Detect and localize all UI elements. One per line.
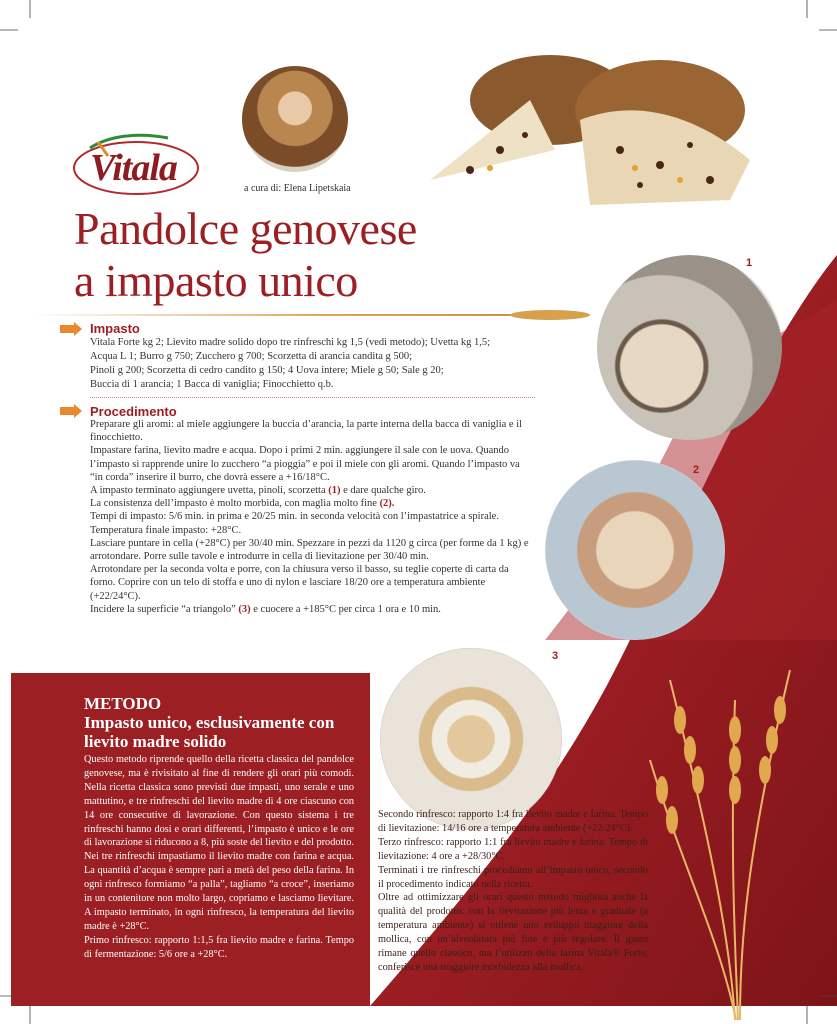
metodo-paragraph: Terminati i tre rinfreschi procediamo all’impasto unico, secondo il procedimento indicato nella ricetta. — [378, 864, 648, 890]
proc-paragraph: La consistenza dell’impasto è molto morbida, con maglia molto fine (2). — [90, 498, 395, 510]
logo-text: Vitala — [90, 147, 177, 189]
ref-1: (1) — [328, 485, 341, 497]
metodo-paragraph: Questo metodo riprende quello della ricetta classica del pandolce genovese, ma è rivisitato al fine di rendere gli orari più comodi. Nella ricetta classica sono previsti due impasti, uno serale e uno mattutino, e tre rinfreschi del lievito madre di 4 ore ciascuno con 14 ore consecutive di lavorazione. Con questo sistema i tre rinfreschi hanno dosi e orari differenti, l’impasto è unico e le ore di lavorazione si riducono a 8, più soste del lievito e del prodotto. — [84, 754, 354, 849]
title-line-2: a impasto unico — [74, 255, 358, 306]
vitala-logo — [68, 128, 218, 200]
ingredient-line: Acqua L 1; Burro g 750; Zucchero g 700; Scorzetta di arancia candita g 500; — [90, 351, 413, 362]
metodo-left-text — [84, 753, 354, 962]
pandolce-photo — [430, 40, 770, 215]
metodo-paragraph: Secondo rinfresco: rapporto 1:4 fra lievito madre e farina. Tempo di lievitazione: 14/16 ore a temperatura ambiente (+22/24°C). — [378, 809, 648, 834]
procedimento-text — [90, 418, 530, 616]
metodo-heading: METODO — [84, 694, 162, 713]
photo-number-1: 1 — [746, 257, 753, 269]
impasto-heading: Impasto — [90, 321, 140, 336]
proc-paragraph: Impastare farina, lievito madre e acqua. Dopo i primi 2 min. aggiungere il sale con le uova. Quando l’impasto si rapprende unire lo zucchero “a pioggia” e poi il miele con gli aromi. Quando l’impasto va “in corda” inserire il burro, che dovrà essere a +16/18°C. — [90, 445, 520, 483]
ref-3: (3) — [238, 603, 251, 615]
ref-2: (2). — [379, 498, 395, 510]
byline: a cura di: Elena Lipetskaia — [244, 183, 351, 194]
recipe-title — [74, 203, 417, 307]
metodo-paragraph: Terzo rinfresco: rapporto 1:1 fra lievito madre e farina. Tempo di lievitazione: 4 ore a +28/30°C. — [378, 836, 648, 862]
step-1-photo — [597, 255, 782, 440]
proc-paragraph: Preparare gli aromi: al miele aggiungere la buccia d’arancia, la parte interna della bacca di vaniglia e il finocchietto. — [90, 419, 523, 444]
ingredient-line: Vitala Forte kg 2; Lievito madre solido dopo tre rinfreschi kg 1,5 (vedi metodo); Uvetta kg 1,5; — [90, 337, 491, 348]
title-line-1: Pandolce genovese — [74, 203, 417, 254]
proc-paragraph: Lasciare puntare in cella (+28°C) per 30/40 min. Spezzare in pezzi da 1120 g circa (per forme da 1 kg) e arrotondare. Porre sulle tavole e introdurre in cella di lievitazione per 30/40 min. — [90, 537, 529, 563]
ingredients-list — [90, 336, 540, 392]
photo-number-2: 2 — [693, 464, 700, 476]
author-portrait — [242, 66, 348, 172]
step-2-photo — [545, 460, 725, 640]
proc-paragraph: Incidere la superficie “a triangolo” (3) e cuocere a +185°C per circa 1 ora e 10 min. — [90, 603, 441, 615]
ingredient-line: Buccia di 1 arancia; 1 Bacca di vaniglia; Finocchietto q.b. — [90, 379, 334, 390]
photo-number-3: 3 — [552, 650, 559, 662]
metodo-paragraph: Oltre ad ottimizzare gli orari questo metodo migliora anche la qualità del prodotto: con la lievitazione più lenta e graduale (a temperatura ambiente) si ottiene uno sviluppo maggiore della mollica, con un’alveolatura più fine e più regolare. Il gusto rimane quello classico, ma l’utilizzo della farina Vitala® Forte, conferisce una maggiore morbidezza alla mollica. — [378, 892, 648, 973]
metodo-paragraph: Primo rinfresco: rapporto 1:1,5 fra lievito madre e farina. Tempo di fermentazione: 5/6 ore a +28°C. — [84, 934, 354, 960]
proc-paragraph: Tempi di impasto: 5/6 min. in prima e 20/25 min. in seconda velocità con l’impastatrice a spirale. Temperatura finale impasto: +28°C. — [90, 511, 499, 536]
ingredient-line: Pinoli g 200; Scorzetta di cedro candito g 150; 4 Uova intere; Miele g 50; Sale g 20; — [90, 365, 444, 376]
metodo-heading-block — [84, 694, 354, 751]
arrow-icon — [60, 404, 82, 418]
dotted-divider — [90, 397, 535, 398]
metodo-subheading: Impasto unico, esclusivamente con lievito madre solido — [84, 713, 335, 751]
metodo-paragraph: Nei tre rinfreschi impastiamo il lievito madre con farina e acqua. La quantità d’acqua è sempre pari a metà del peso della farina. In ogni rinfresco formiamo “a palla”, tagliamo “a croce”, inseriamo in un contenitore non molto largo, copriamo e lasciamo lievitare. A impasto terminato, in ogni rinfresco, la temperatura del lievito madre è +28°C. — [84, 851, 354, 932]
proc-paragraph: A impasto terminato aggiungere uvetta, pinoli, scorzetta (1) e dare qualche giro. — [90, 485, 426, 497]
procedimento-heading: Procedimento — [90, 404, 177, 419]
wheat-illustration — [640, 640, 830, 1020]
proc-paragraph: Arrotondare per la seconda volta e porre, con la chiusura verso il basso, su teglie coperte di carta da forno. Coprire con un telo di stoffa e uno di nylon e lasciare 18/20 ore a temperatura ambiente (+22/24°C). — [90, 564, 509, 602]
metodo-right-text — [378, 808, 648, 975]
step-3-photo — [380, 648, 562, 830]
arrow-icon — [60, 322, 82, 336]
